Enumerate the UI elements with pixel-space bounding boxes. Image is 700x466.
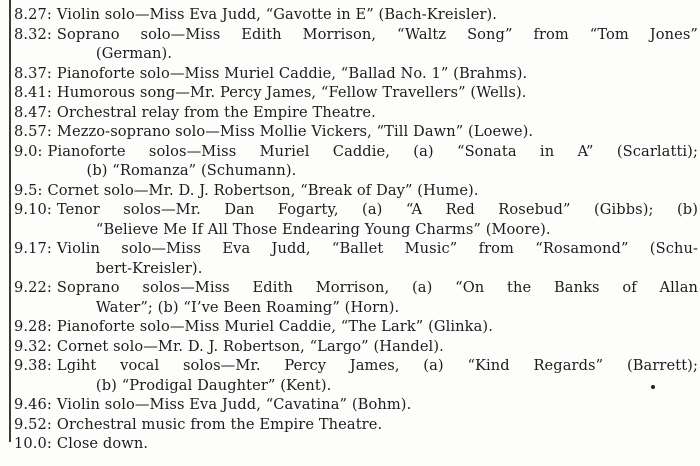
entry-description: [52, 278, 698, 317]
entry-time: 8.41:: [14, 84, 52, 101]
entry-line: Orchestral relay from the Empire Theatre.: [56, 103, 376, 121]
entry-description: [52, 337, 698, 357]
programme-entry: [14, 239, 698, 278]
entry-continuation-line: (German).: [95, 45, 173, 62]
entry-description: [52, 122, 698, 142]
column-rule: [9, 0, 11, 442]
entry-description: [52, 5, 698, 25]
entry-line: Soprano solos—Miss Edith Morrison, (a) “On the Banks of Allan: [56, 279, 698, 296]
entry-description: [52, 395, 698, 415]
programme-entry: [14, 395, 698, 415]
entry-time: 8.57:: [14, 123, 52, 140]
entry-description: [52, 434, 698, 454]
entry-description: [52, 200, 698, 239]
entry-line: Pianoforte solo—Miss Muriel Caddie, “The Lark” (Glinka).: [56, 318, 493, 335]
programme-entry: [14, 83, 698, 103]
entry-continuation-line: “Believe Me If All Those Endearing Young Charms” (Moore).: [95, 220, 551, 238]
entry-continuation-line: (b) “Prodigal Daughter” (Kent).: [95, 376, 332, 394]
entry-line: Cornet solo—Mr. D. J. Robertson, “Break of Day” (Hume).: [47, 181, 479, 199]
programme-entry: [14, 5, 698, 25]
programme-entry: [14, 337, 698, 357]
broadcast-programme-list: [14, 5, 698, 454]
entry-description: [52, 103, 698, 123]
entry-line: Pianoforte solo—Miss Muriel Caddie, “Ballad No. 1” (Brahms).: [56, 64, 528, 82]
entry-description: [43, 142, 698, 181]
entry-time: 8.47:: [14, 103, 52, 121]
programme-entry: [14, 434, 698, 454]
entry-line: Humorous song—Mr. Percy James, “Fellow Travellers” (Wells).: [56, 84, 527, 101]
entry-line: Violin solo—Miss Eva Judd, “Cavatina” (Bohm).: [56, 396, 412, 413]
entry-description: [52, 64, 698, 84]
entry-time: 9.0:: [14, 142, 43, 160]
entry-line: Tenor solos—Mr. Dan Fogarty, (a) “A Red Rosebud” (Gibbs); (b): [56, 201, 698, 218]
entry-line: Cornet solo—Mr. D. J. Robertson, “Largo” (Handel).: [56, 337, 444, 355]
entry-time: 8.32:: [14, 25, 52, 43]
entry-description: [52, 25, 698, 64]
print-speck: [651, 385, 655, 389]
entry-time: 9.52:: [14, 415, 52, 433]
entry-description: [52, 83, 698, 103]
entry-line: Soprano solo—Miss Edith Morrison, “Waltz Song” from “Tom Jones”: [56, 25, 698, 43]
entry-description: [43, 181, 698, 201]
entry-description: [52, 239, 698, 278]
entry-line: Violin solo—Miss Eva Judd, “Ballet Music” from “Rosamond” (Schu-: [56, 240, 698, 257]
entry-time: 9.28:: [14, 318, 52, 335]
entry-time: 8.37:: [14, 64, 52, 82]
programme-entry: [14, 25, 698, 64]
entry-line: Pianoforte solos—Miss Muriel Caddie, (a) “Sonata in A” (Scarlatti);: [47, 142, 698, 160]
entry-time: 9.10:: [14, 201, 52, 218]
entry-line: Lgiht vocal solos—Mr. Percy James, (a) “Kind Regards” (Barrett);: [56, 357, 698, 374]
programme-entry: [14, 64, 698, 84]
entry-line: Mezzo-soprano solo—Miss Mollie Vickers, “Till Dawn” (Loewe).: [56, 123, 534, 140]
entry-time: 9.5:: [14, 181, 43, 199]
programme-entry: [14, 356, 698, 395]
entry-line: Close down.: [56, 435, 149, 452]
programme-entry: [14, 317, 698, 337]
programme-entry: [14, 200, 698, 239]
entry-time: 10.0:: [14, 435, 52, 452]
entry-continuation-line: bert-Kreisler).: [95, 259, 203, 277]
programme-entry: [14, 122, 698, 142]
programme-entry: [14, 142, 698, 181]
entry-description: [52, 415, 698, 435]
entry-time: 8.27:: [14, 6, 52, 23]
programme-entry: [14, 278, 698, 317]
entry-time: 9.38:: [14, 357, 52, 374]
programme-entry: [14, 415, 698, 435]
entry-time: 9.46:: [14, 396, 52, 413]
entry-line: Violin solo—Miss Eva Judd, “Gavotte in E” (Bach-Kreisler).: [56, 6, 498, 23]
programme-entry: [14, 181, 698, 201]
entry-time: 9.32:: [14, 337, 52, 355]
entry-line: Orchestral music from the Empire Theatre.: [56, 415, 383, 433]
entry-description: [52, 317, 698, 337]
entry-continuation-line: Water”; (b) “I’ve Been Roaming” (Horn).: [95, 298, 400, 316]
entry-continuation-line: (b) “Romanza” (Schumann).: [86, 162, 297, 179]
entry-time: 9.22:: [14, 279, 52, 296]
entry-description: [52, 356, 698, 395]
entry-time: 9.17:: [14, 240, 52, 257]
programme-entry: [14, 103, 698, 123]
